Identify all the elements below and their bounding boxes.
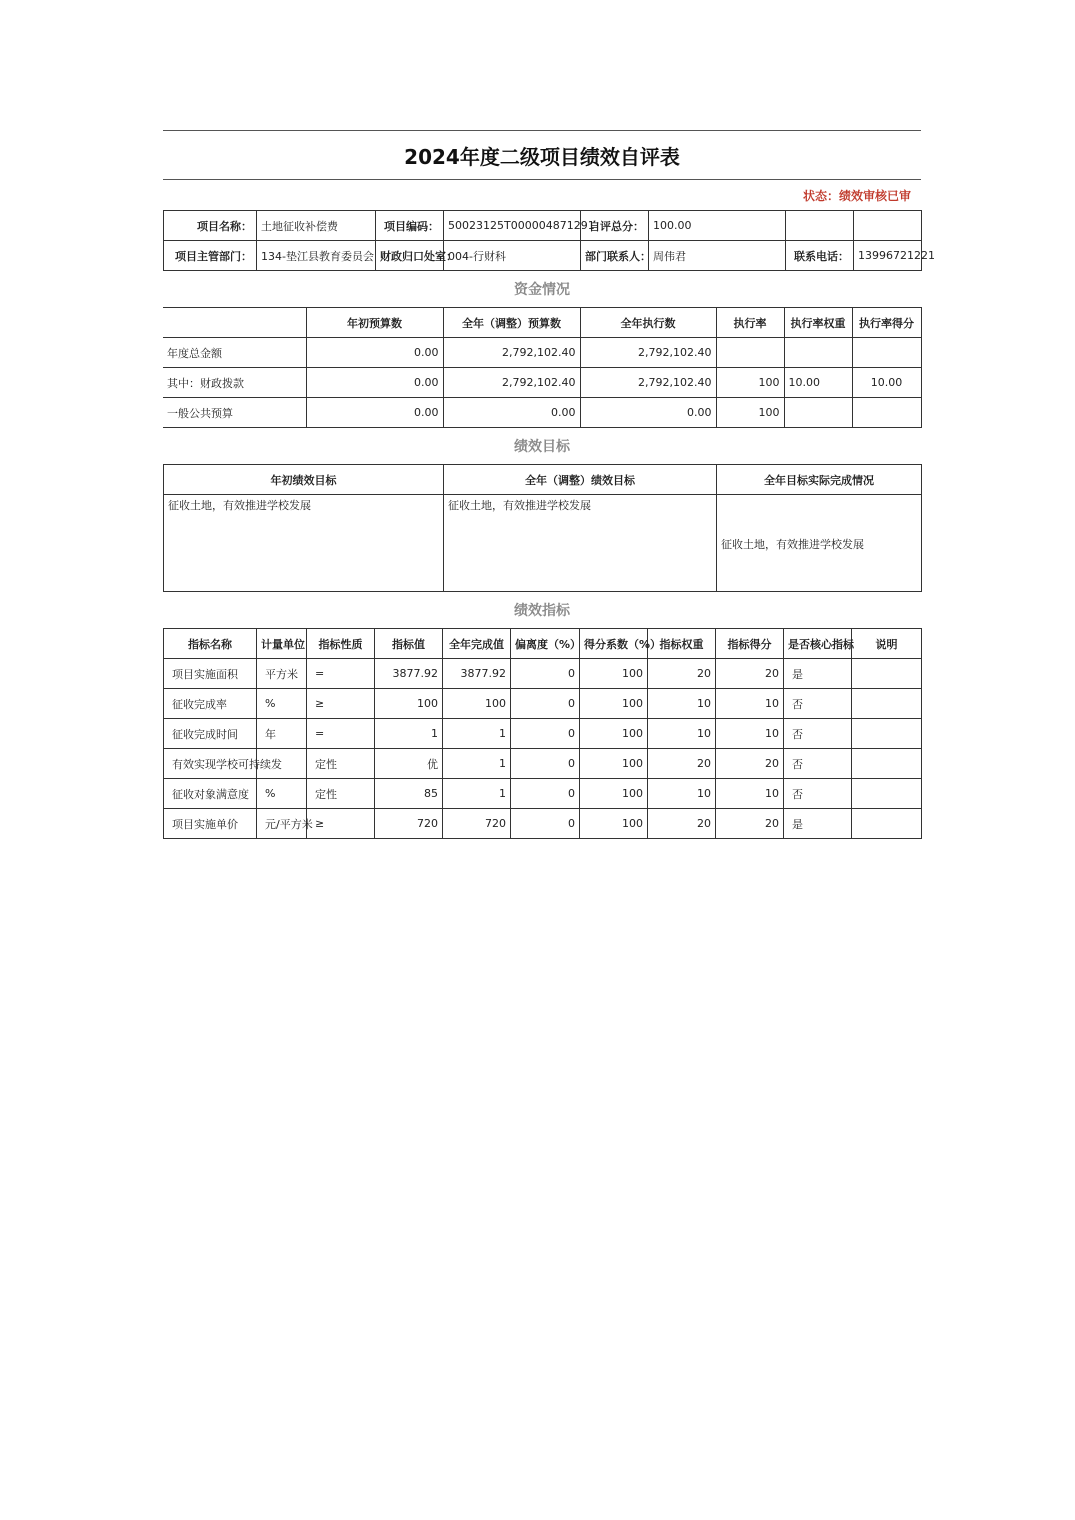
indicator-unit: 年	[257, 719, 307, 749]
indicator-note	[852, 719, 922, 749]
funds-row	[163, 368, 921, 398]
goal-actual: 征收土地，有效推进学校发展	[717, 495, 922, 592]
indicator-header: 得分系数（%）	[580, 629, 648, 659]
goals-header-row	[164, 465, 922, 495]
funds-cell: 100	[716, 398, 784, 428]
funds-header: 执行率得分	[852, 308, 921, 338]
funds-cell	[716, 338, 784, 368]
indicators-section-title: 绩效指标	[514, 603, 570, 619]
goal-initial: 征收土地，有效推进学校发展	[164, 495, 444, 592]
dept-label: 项目主管部门：	[164, 241, 257, 271]
indicator-target: 85	[375, 779, 443, 809]
indicator-header: 说明	[852, 629, 922, 659]
indicator-actual: 720	[443, 809, 511, 839]
funds-cell: 0.00	[306, 368, 443, 398]
indicator-target: 100	[375, 689, 443, 719]
indicator-core: 否	[784, 779, 852, 809]
indicator-unit: %	[257, 689, 307, 719]
indicator-name: 征收完成率	[164, 689, 257, 719]
self-score-label: 自评总分：	[581, 211, 649, 241]
indicator-weight: 10	[648, 719, 716, 749]
funds-table	[163, 307, 922, 428]
funds-cell	[784, 398, 852, 428]
funds-row	[163, 338, 921, 368]
goals-section-title: 绩效目标	[514, 439, 570, 455]
goals-header: 全年（调整）绩效目标	[444, 465, 717, 495]
funds-cell: 2,792,102.40	[443, 368, 580, 398]
self-score-value: 100.00	[649, 211, 786, 241]
indicator-core: 是	[784, 659, 852, 689]
info-row-1	[164, 211, 922, 241]
indicator-coefficient: 100	[580, 809, 648, 839]
indicator-score: 20	[716, 749, 784, 779]
indicator-actual: 3877.92	[443, 659, 511, 689]
indicator-nature: ≥	[307, 689, 375, 719]
indicator-name: 征收对象满意度	[164, 779, 257, 809]
indicator-header: 是否核心指标	[784, 629, 852, 659]
info-row-2	[164, 241, 922, 271]
indicator-note	[852, 779, 922, 809]
indicator-header: 偏离度（%）	[511, 629, 580, 659]
indicator-weight: 10	[648, 779, 716, 809]
goals-header: 全年目标实际完成情况	[717, 465, 922, 495]
phone-value: 13996721221	[854, 241, 922, 271]
indicator-header: 计量单位	[257, 629, 307, 659]
indicators-table	[163, 628, 922, 839]
indicator-weight: 20	[648, 749, 716, 779]
funds-cell: 2,792,102.40	[580, 338, 716, 368]
indicator-target: 优	[375, 749, 443, 779]
indicator-deviation: 0	[511, 719, 580, 749]
indicator-weight: 10	[648, 689, 716, 719]
funds-cell: 2,792,102.40	[580, 368, 716, 398]
indicator-target: 3877.92	[375, 659, 443, 689]
funds-cell	[852, 398, 921, 428]
funds-cell	[852, 338, 921, 368]
status-row	[163, 180, 921, 210]
contact-label: 部门联系人：	[581, 241, 649, 271]
finance-value: 004-行财科	[444, 241, 581, 271]
funds-cell: 0.00	[580, 398, 716, 428]
indicator-nature: 定性	[307, 779, 375, 809]
indicator-score: 10	[716, 779, 784, 809]
finance-label: 财政归口处室：	[376, 241, 444, 271]
table-row	[164, 809, 922, 839]
indicator-coefficient: 100	[580, 779, 648, 809]
indicator-name: 征收完成时间	[164, 719, 257, 749]
indicator-core: 是	[784, 809, 852, 839]
indicator-score: 10	[716, 719, 784, 749]
indicator-deviation: 0	[511, 749, 580, 779]
funds-header: 执行率	[716, 308, 784, 338]
indicator-actual: 1	[443, 749, 511, 779]
goals-table	[163, 464, 922, 592]
goals-row	[164, 495, 922, 592]
goal-adjusted: 征收土地，有效推进学校发展	[444, 495, 717, 592]
indicator-core: 否	[784, 689, 852, 719]
project-code-label: 项目编码：	[376, 211, 444, 241]
indicator-note	[852, 689, 922, 719]
indicator-body	[164, 659, 922, 839]
funds-cell: 2,792,102.40	[443, 338, 580, 368]
indicator-note	[852, 809, 922, 839]
funds-header-row	[163, 308, 921, 338]
funds-cell: 100	[716, 368, 784, 398]
funds-cell: 10.00	[852, 368, 921, 398]
indicator-nature: 定性	[307, 749, 375, 779]
indicator-unit: 元/平方米	[257, 809, 307, 839]
funds-cell: 0.00	[306, 398, 443, 428]
indicator-actual: 1	[443, 719, 511, 749]
evaluation-sheet	[163, 130, 935, 839]
indicator-actual: 100	[443, 689, 511, 719]
indicator-name: 项目实施面积	[164, 659, 257, 689]
indicator-coefficient: 100	[580, 719, 648, 749]
indicator-coefficient: 100	[580, 659, 648, 689]
funds-cell: 0.00	[306, 338, 443, 368]
funds-row-label: 其中：财政拨款	[163, 368, 306, 398]
indicator-nature: =	[307, 659, 375, 689]
indicator-weight: 20	[648, 809, 716, 839]
indicator-header: 指标得分	[716, 629, 784, 659]
funds-row	[163, 398, 921, 428]
funds-cell: 0.00	[443, 398, 580, 428]
indicator-nature: ≥	[307, 809, 375, 839]
indicator-deviation: 0	[511, 809, 580, 839]
funds-cell: 10.00	[784, 368, 852, 398]
indicator-target: 1	[375, 719, 443, 749]
indicator-score: 20	[716, 809, 784, 839]
phone-label: 联系电话：	[786, 241, 854, 271]
indicator-nature: =	[307, 719, 375, 749]
indicator-deviation: 0	[511, 659, 580, 689]
indicator-header: 指标名称	[164, 629, 257, 659]
indicator-deviation: 0	[511, 689, 580, 719]
indicator-core: 否	[784, 719, 852, 749]
indicators-header-row	[164, 629, 922, 659]
indicator-deviation: 0	[511, 779, 580, 809]
indicator-coefficient: 100	[580, 749, 648, 779]
status-badge: 状态：绩效审核已审	[802, 188, 911, 203]
table-row	[164, 749, 922, 779]
funds-section-title: 资金情况	[514, 282, 570, 298]
indicator-header: 指标性质	[307, 629, 375, 659]
indicator-weight: 20	[648, 659, 716, 689]
table-row	[164, 719, 922, 749]
empty-cell	[786, 211, 854, 241]
indicator-actual: 1	[443, 779, 511, 809]
indicator-note	[852, 749, 922, 779]
funds-header: 全年执行数	[580, 308, 716, 338]
indicator-header: 指标值	[375, 629, 443, 659]
project-name-value: 土地征收补偿费	[257, 211, 376, 241]
dept-value: 134-垫江县教育委员会	[257, 241, 376, 271]
indicator-core: 否	[784, 749, 852, 779]
indicator-name: 项目实施单价	[164, 809, 257, 839]
funds-cell	[784, 338, 852, 368]
funds-row-label: 年度总金额	[163, 338, 306, 368]
funds-header: 年初预算数	[306, 308, 443, 338]
indicator-target: 720	[375, 809, 443, 839]
table-row	[164, 659, 922, 689]
funds-row-label: 一般公共预算	[163, 398, 306, 428]
indicator-score: 10	[716, 689, 784, 719]
project-info-table	[163, 210, 935, 271]
table-row	[164, 779, 922, 809]
indicator-unit: %	[257, 779, 307, 809]
indicator-coefficient: 100	[580, 689, 648, 719]
indicator-note	[852, 659, 922, 689]
contact-value: 周伟君	[649, 241, 786, 271]
funds-header	[163, 308, 306, 338]
indicator-header: 全年完成值	[443, 629, 511, 659]
table-row	[164, 689, 922, 719]
indicator-unit: 平方米	[257, 659, 307, 689]
indicator-score: 20	[716, 659, 784, 689]
page-title: 2024年度二级项目绩效自评表	[163, 130, 921, 180]
funds-header: 全年（调整）预算数	[443, 308, 580, 338]
indicator-header: 指标权重	[648, 629, 716, 659]
project-code-value: 50023125T000004871291	[444, 211, 581, 241]
indicator-name: 有效实现学校可持续发	[164, 749, 257, 779]
empty-cell	[854, 211, 922, 241]
funds-header: 执行率权重	[784, 308, 852, 338]
goals-header: 年初绩效目标	[164, 465, 444, 495]
project-name-label: 项目名称：	[164, 211, 257, 241]
